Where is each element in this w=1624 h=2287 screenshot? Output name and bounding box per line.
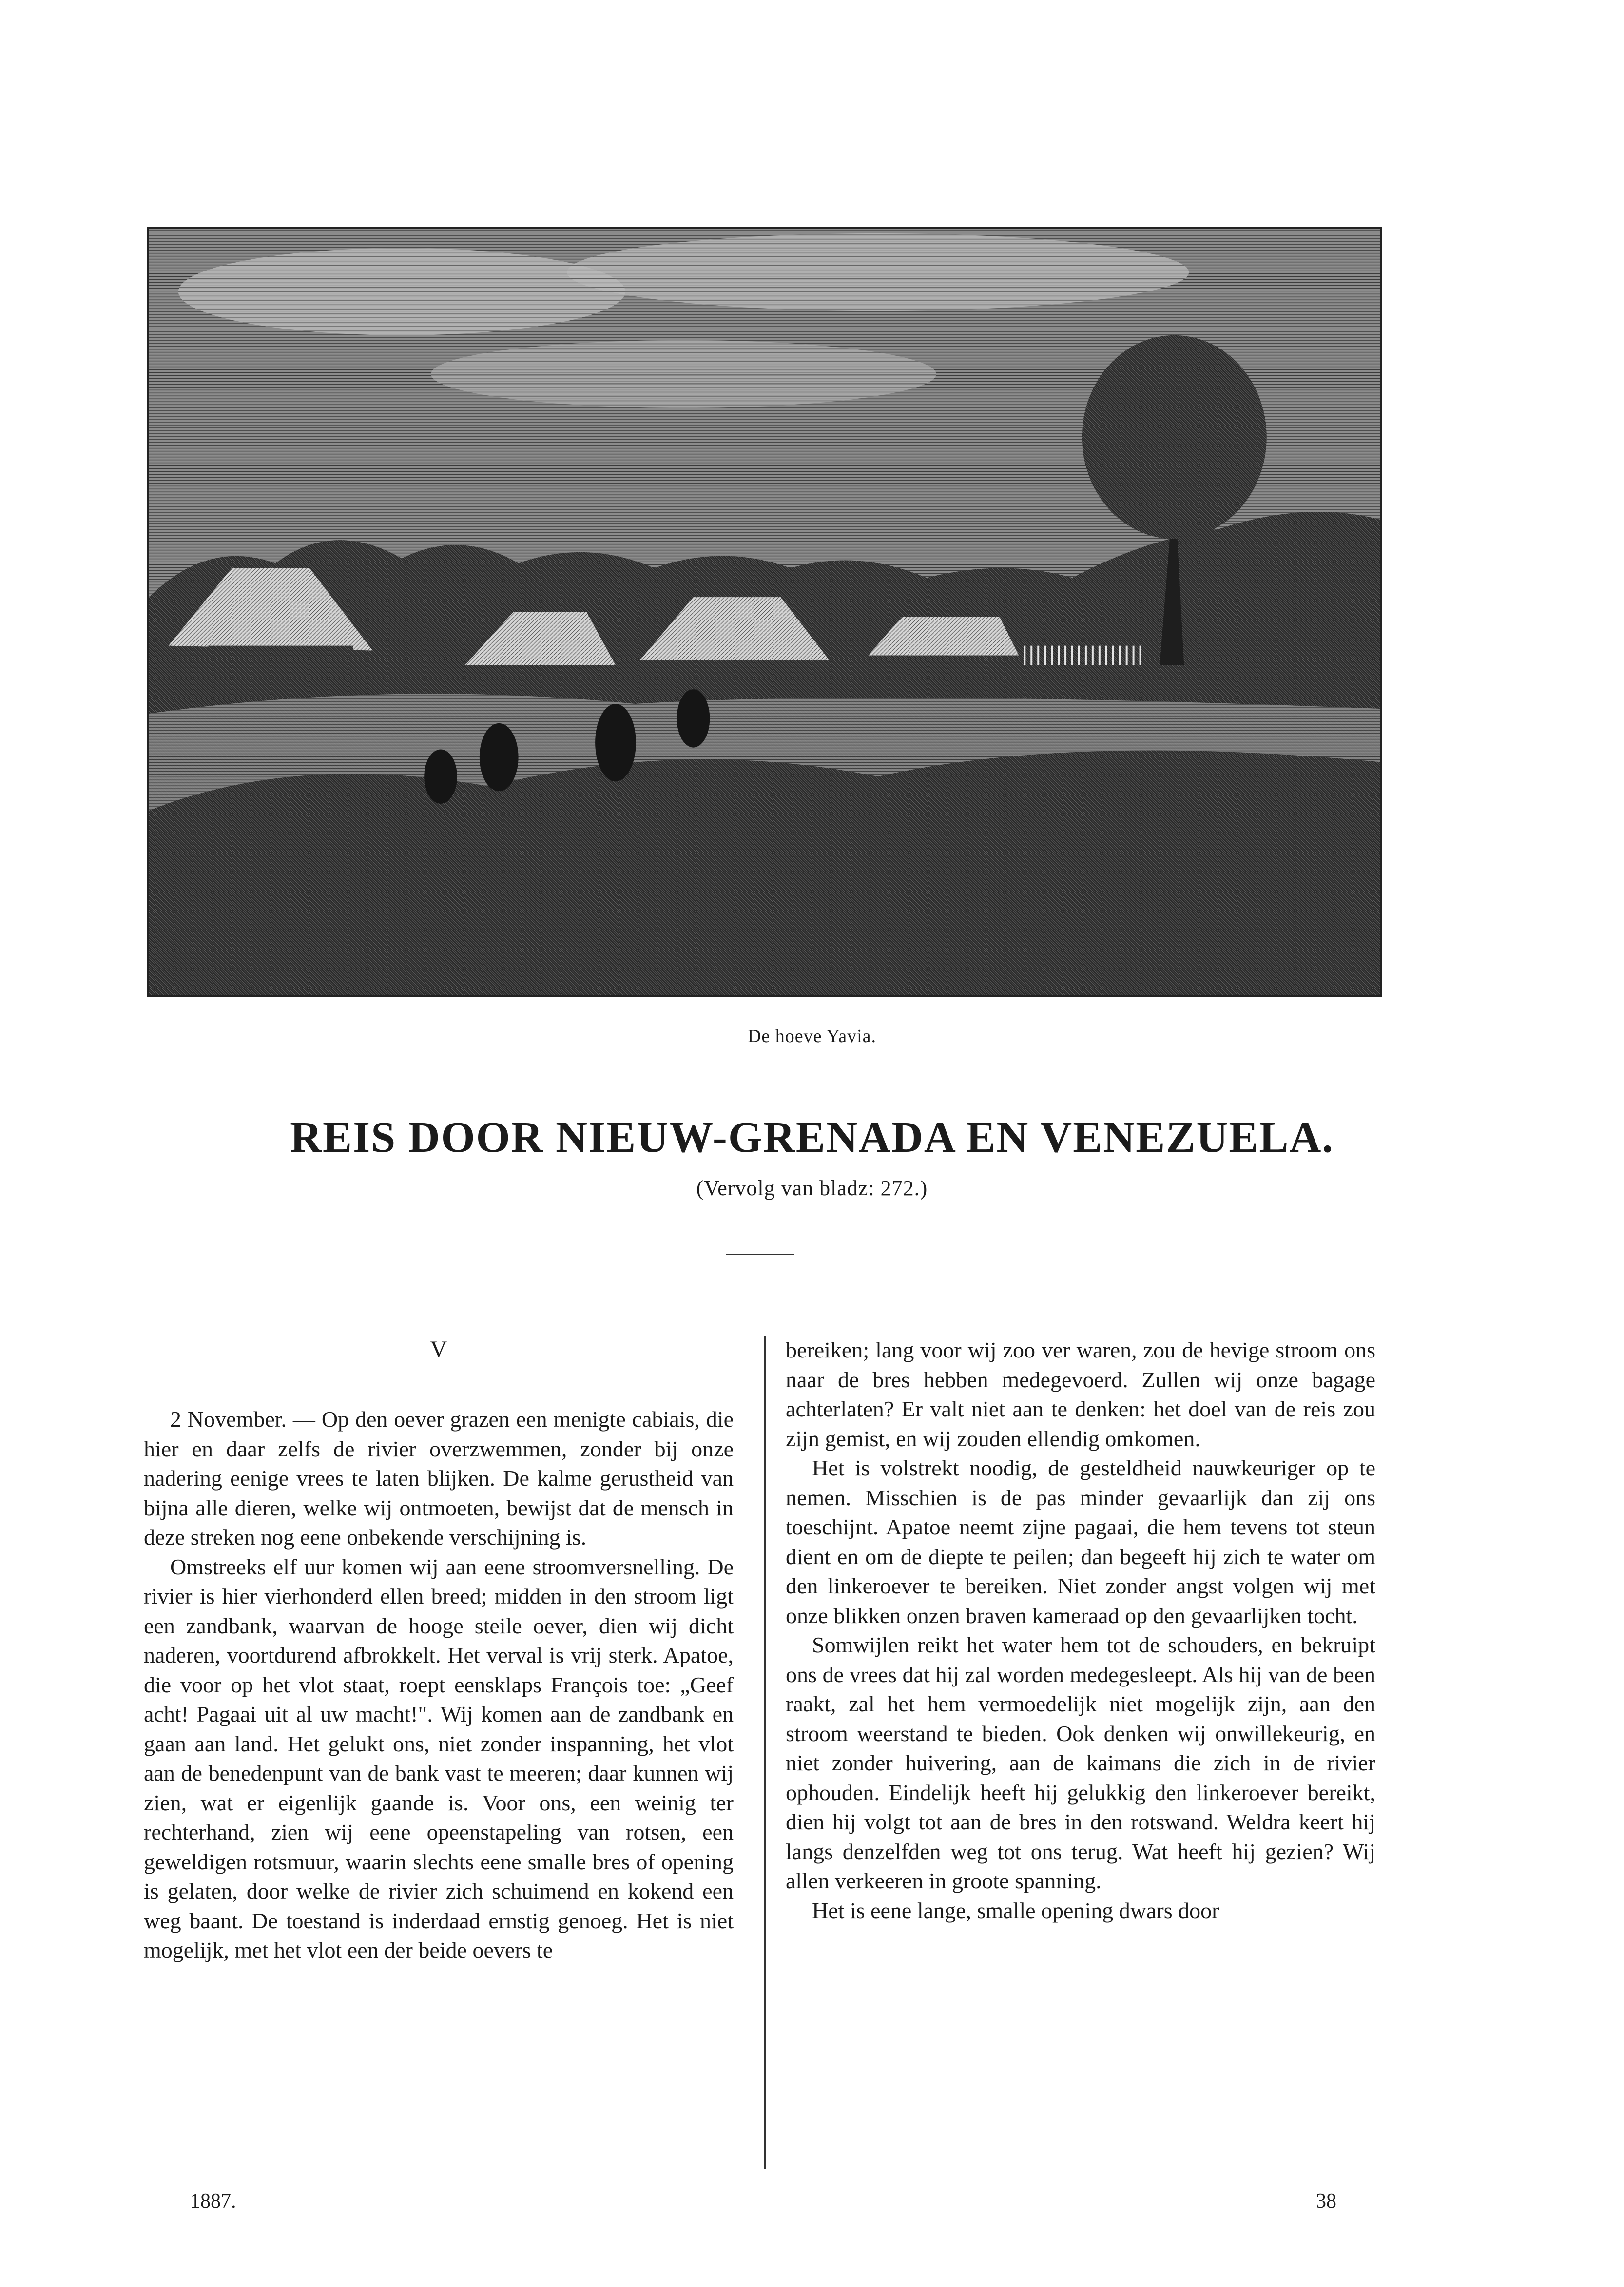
section-heading: V bbox=[430, 1337, 447, 1362]
engraving-scene bbox=[149, 229, 1380, 995]
cloud bbox=[178, 248, 625, 335]
paragraph: Somwijlen reikt het water hem tot de schouders, en bekruipt ons de vrees dat hij zal worden medegesleept. Als hij van de been raakt, zal het hem vermoedelijk niet mogelijk zijn, aan den stroom weerstand te bieden. Ook denken wij onwillekeurig, en niet zonder huivering, aan de kaimans die zich in de rivier ophouden. Eindelijk heeft hij gelukkig den linkeroever bereikt, dien hij volgt tot aan de bres in den rotswand. Weldra keert hij langs denzelfden weg tot ons terug. Wat heeft hij gezien? Wij allen verkeeren in groote spanning. bbox=[786, 1632, 1375, 1893]
column-divider bbox=[764, 1336, 766, 2169]
paragraph: bereiken; lang voor wij zoo ver waren, zou de hevige stroom ons naar de bres hebben medegevoerd. Zullen wij onze bagage achterlaten? Er valt niet aan te denken: het doel van de reis zou zijn gemist, en wij zouden ellendig omkomen. bbox=[786, 1337, 1375, 1451]
paragraph: Omstreeks elf uur komen wij aan eene stroomversnelling. De rivier is hier vierhonderd ellen breed; midden in den stroom ligt een zandbank, waarvan de hooge steile oever, dien wij dicht naderen, voortdurend afbrokkelt. Het verval is vrij sterk. Apatoe, die voor op het vlot staat, roept eensklaps François toe: „Geef acht! Pagaai uit al uw macht!". Wij komen aan de zandbank en gaan aan land. Het gelukt ons, niet zonder inspanning, het vlot aan de benedenpunt van de bank vast te meeren; daar kunnen wij zien, wat er eigenlijk gaande is. Voor ons, een weinig ter rechterhand, zien wij eene opeenstapeling van rotsen, een geweldigen rotsmuur, waarin slechts eene smalle bres of opening is gelaten, door welke de rivier zich schuimend en kokend een weg baant. De toestand is inderdaad ernstig genoeg. Het is niet mogelijk, met het vlot een der beide oevers te bbox=[144, 1554, 734, 1962]
engraving-illustration bbox=[147, 227, 1382, 997]
illustration-caption: De hoeve Yavia. bbox=[747, 1026, 877, 1047]
title-rule bbox=[726, 1254, 794, 1255]
foreground-vegetation bbox=[149, 751, 1380, 995]
article-title: REIS DOOR NIEUW-GRENADA EN VENEZUELA. bbox=[290, 1113, 1334, 1162]
right-column bbox=[786, 1336, 1375, 1925]
cloud bbox=[567, 233, 1189, 311]
footer-year: 1887. bbox=[190, 2190, 236, 2212]
paragraph: 2 November. — Op den oever grazen een menigte cabiais, die hier en daar zelfs de rivier overzwemmen, zonder bij onze nadering eenige vrees te laten blijken. De kalme gerustheid van bijna alle dieren, welke wij ontmoeten, bewijst dat de mensch in deze streken nog eene onbekende verschijning is. bbox=[144, 1407, 734, 1550]
left-column bbox=[144, 1336, 734, 1965]
paragraph: Het is eene lange, smalle opening dwars door bbox=[812, 1898, 1219, 1923]
paragraph: Het is volstrekt noodig, de gesteldheid nauwkeuriger op te nemen. Misschien is de pas minder gevaarlijk dan zij ons toeschijnt. Apatoe neemt zijne pagaai, die hem tevens tot steun dient en om de diepte te peilen; dan begeeft hij zich te water om den linkeroever te bereiken. Niet zonder angst volgen wij met onze blikken onzen braven kameraad op den gevaarlijken tocht. bbox=[786, 1455, 1375, 1628]
article-subtitle: (Vervolg van bladz: 272.) bbox=[696, 1176, 928, 1200]
cloud bbox=[431, 340, 936, 408]
page-number: 38 bbox=[1316, 2190, 1336, 2212]
palm-crown bbox=[1082, 335, 1267, 539]
